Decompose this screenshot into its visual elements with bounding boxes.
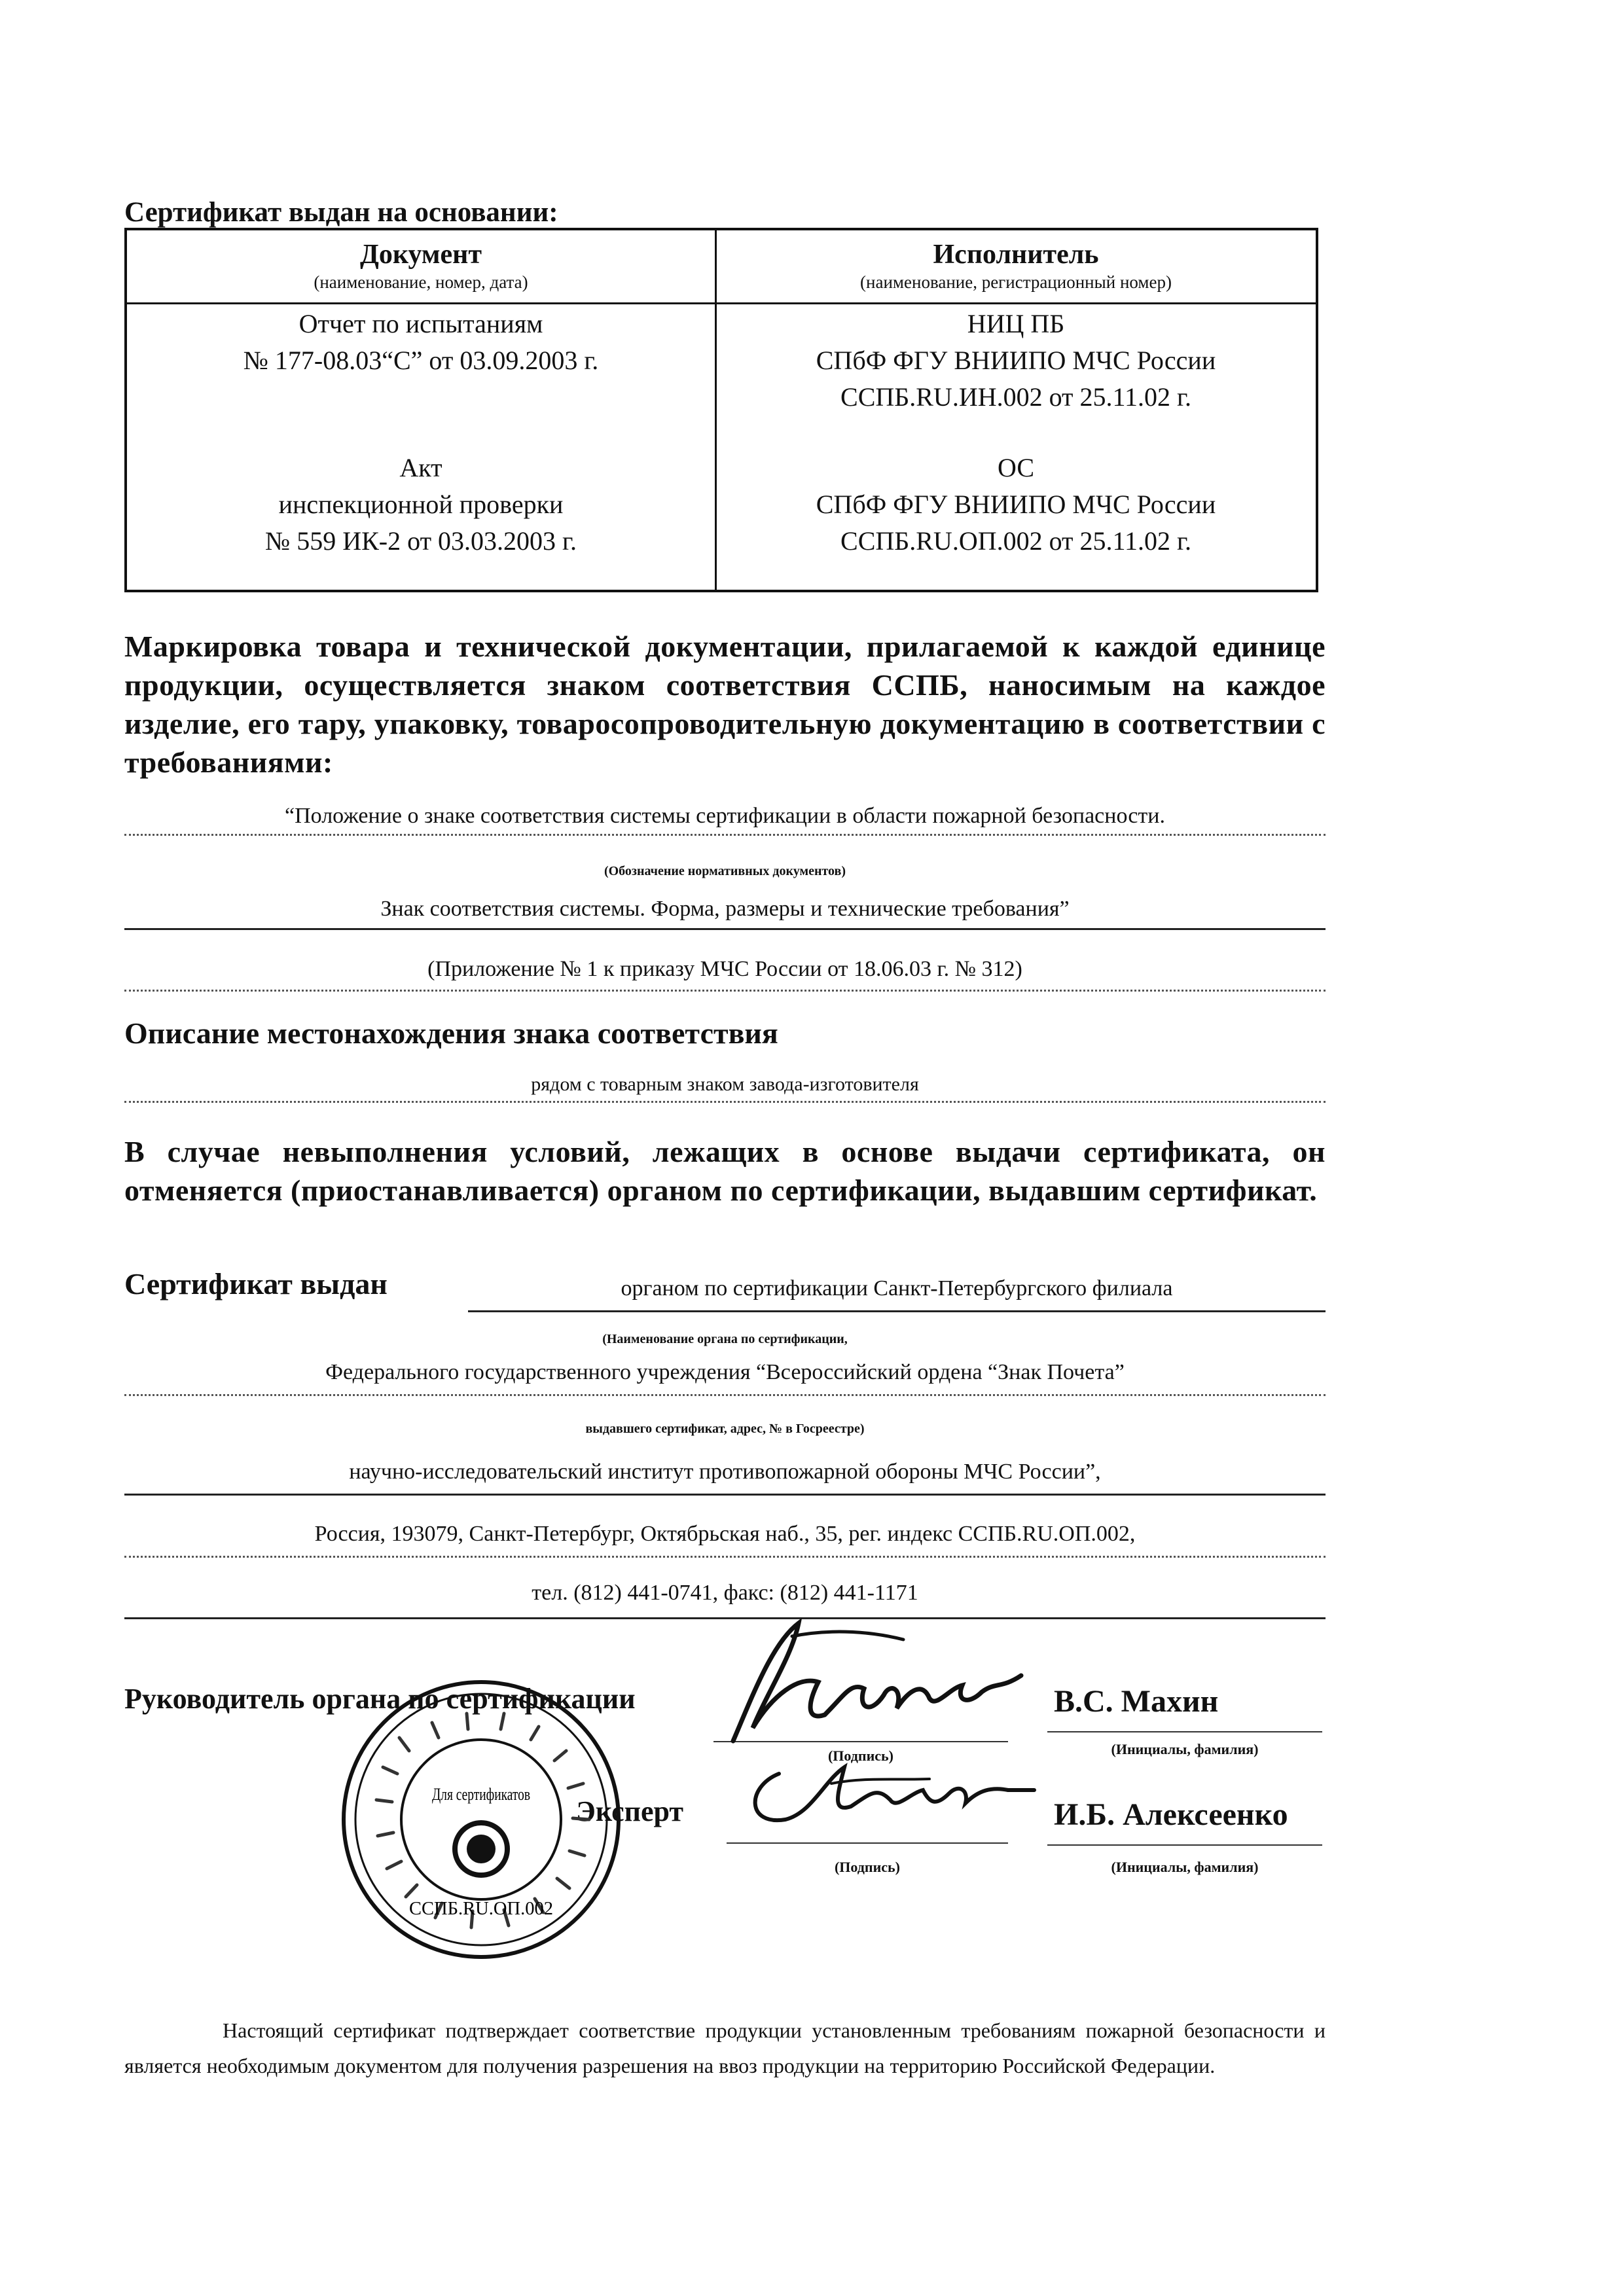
doc-line: Акт bbox=[399, 453, 442, 482]
head-signature-scribble bbox=[694, 1617, 1034, 1754]
exec-line: НИЦ ПБ bbox=[967, 309, 1065, 338]
exec-line: ОС bbox=[997, 453, 1035, 482]
head-name-caption: (Инициалы, фамилия) bbox=[1111, 1741, 1259, 1757]
executor-subheader: (наименование, регистрационный номер) bbox=[860, 272, 1172, 292]
doc-line: № 177-08.03“С” от 03.09.2003 г. bbox=[243, 346, 599, 375]
doc-line: Отчет по испытаниям bbox=[298, 309, 543, 338]
issued-line-4: Россия, 193079, Санкт-Петербург, Октябрьская наб., 35, рег. индекс ССПБ.RU.ОП.002, bbox=[124, 1522, 1326, 1558]
stamp-center-text-line1: Для сертификатов bbox=[432, 1785, 530, 1804]
expert-name-line bbox=[1047, 1844, 1322, 1846]
official-stamp bbox=[337, 1676, 625, 1964]
table-row-2-executor bbox=[715, 450, 1317, 560]
table-row-1-document bbox=[127, 306, 715, 379]
cancellation-paragraph: В случае невыполнения условий, лежащих в основе выдачи сертификата, он отменяется (приостанавливается) органом по сертификации, выдавшим сертификат. bbox=[124, 1135, 1326, 1207]
marking-paragraph: Маркировка товара и технической документации, прилагаемой к каждой единице продукции, осуществляется знаком соответствия ССПБ, наносимым на каждое изделие, его тару, упаковку, товаросопроводительную документацию в соответствии с требованиями: bbox=[124, 630, 1326, 779]
stamp-emblem-core bbox=[467, 1835, 496, 1863]
location-title: Описание местонахождения знака соответствия bbox=[124, 1016, 778, 1050]
head-signature-caption: (Подпись) bbox=[827, 1748, 893, 1764]
issued-caption-2: выдавшего сертификат, адрес, № в Госреестре) bbox=[585, 1422, 865, 1436]
document-header: Документ bbox=[359, 240, 482, 270]
issued-label: Сертификат выдан bbox=[124, 1267, 388, 1300]
document-subheader: (наименование, номер, дата) bbox=[314, 272, 528, 292]
exec-line: ССПБ.RU.ОП.002 от 25.11.02 г. bbox=[840, 526, 1191, 556]
requirement-line-1: “Положение о знаке соответствия системы сертификации в области пожарной безопасности. bbox=[124, 804, 1326, 836]
table-header-divider bbox=[127, 302, 1316, 304]
requirement-line-3: (Приложение № 1 к приказу МЧС России от 18.06.03 г. № 312) bbox=[124, 957, 1326, 992]
exec-line: ССПБ.RU.ИН.002 от 25.11.02 г. bbox=[840, 382, 1191, 412]
requirement-caption: (Обозначение нормативных документов) bbox=[604, 864, 846, 878]
expert-signature-line bbox=[727, 1842, 1008, 1844]
issued-line-1: органом по сертификации Санкт-Петербургского филиала bbox=[468, 1276, 1326, 1312]
footer-paragraph: Настоящий сертификат подтверждает соответствие продукции установленным требованиям пожарной безопасности и является необходимым документом для получения разрешения на ввоз продукции на территорию Российской Федерации. bbox=[124, 2018, 1326, 2077]
basis-title: Сертификат выдан на основании: bbox=[124, 197, 558, 228]
expert-name: И.Б. Алексеенко bbox=[1054, 1797, 1288, 1832]
expert-name-caption: (Инициалы, фамилия) bbox=[1111, 1859, 1259, 1875]
requirement-line-2: Знак соответствия системы. Форма, размеры и технические требования” bbox=[124, 897, 1326, 930]
document-column-header bbox=[127, 238, 715, 293]
head-name-line bbox=[1047, 1731, 1322, 1732]
exec-line: СПбФ ФГУ ВНИИПО МЧС России bbox=[816, 490, 1216, 519]
issued-line-5: тел. (812) 441-0741, факс: (812) 441-1171 bbox=[124, 1581, 1326, 1619]
exec-line: СПбФ ФГУ ВНИИПО МЧС России bbox=[816, 346, 1216, 375]
doc-line: № 559 ИК-2 от 03.03.2003 г. bbox=[265, 526, 577, 556]
expert-signature-caption: (Подпись) bbox=[834, 1859, 900, 1875]
expert-label: Эксперт bbox=[576, 1795, 684, 1827]
table-row-2-document bbox=[127, 450, 715, 560]
head-name: В.С. Махин bbox=[1054, 1684, 1219, 1719]
executor-header: Исполнитель bbox=[933, 240, 1099, 270]
executor-column-header bbox=[715, 238, 1317, 293]
issued-line-2: Федерального государственного учреждения “Всероссийский ордена “Знак Почета” bbox=[124, 1360, 1326, 1396]
head-of-body-label: Руководитель органа по сертификации bbox=[124, 1683, 636, 1715]
stamp-bottom-text: ССПБ.RU.ОП.002 bbox=[409, 1899, 553, 1919]
table-row-1-executor bbox=[715, 306, 1317, 416]
expert-signature-scribble bbox=[733, 1754, 1041, 1839]
issued-line-3: научно-исследовательский институт противопожарной обороны МЧС России”, bbox=[124, 1460, 1326, 1496]
issued-caption-1: (Наименование органа по сертификации, bbox=[602, 1332, 848, 1346]
basis-table bbox=[124, 228, 1318, 592]
location-value: рядом с товарным знаком завода-изготовителя bbox=[124, 1073, 1326, 1103]
doc-line: инспекционной проверки bbox=[278, 490, 564, 519]
